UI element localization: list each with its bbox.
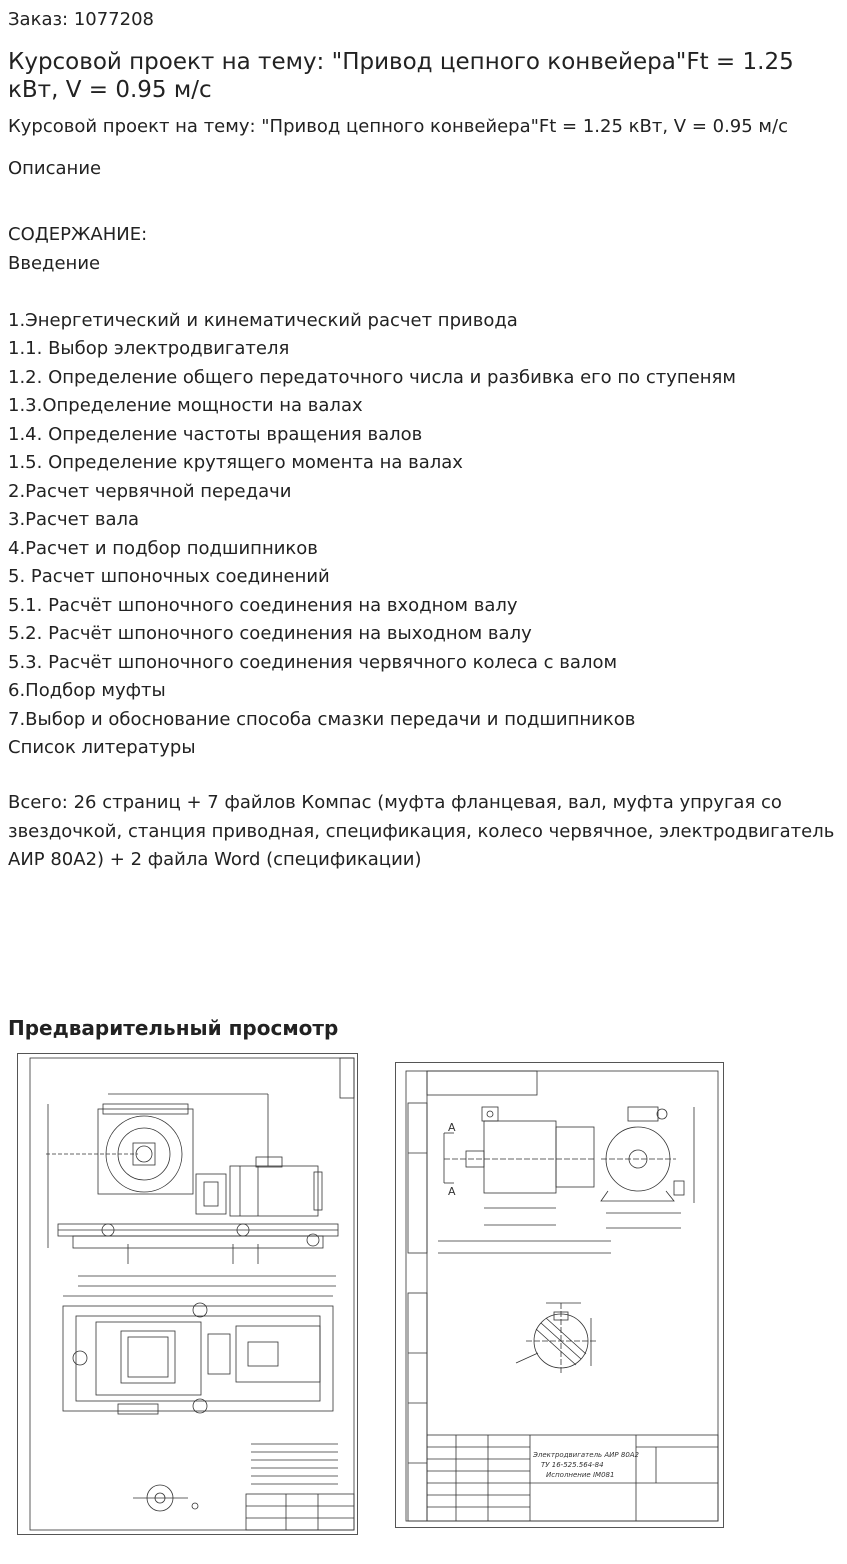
toc-line: 2.Расчет червячной передачи (8, 480, 292, 502)
preview-drawing-motor[interactable] (395, 1062, 724, 1528)
toc-line: СОДЕРЖАНИЕ: (8, 224, 148, 245)
files-summary: Всего: 26 страниц + 7 файлов Компас (муфта фланцевая, вал, муфта упругая со звездочкой, станция приводная, спецификация, колесо червячное, электродвигатель АИР 80А2) + 2 файла Word (спецификации) (8, 792, 835, 870)
toc-line: 5.2. Расчёт шпоночного соединения на выходном валу (8, 623, 532, 644)
toc-line (8, 278, 736, 307)
description-heading: Описание (8, 158, 102, 179)
toc-line: 5.1. Расчёт шпоночного соединения на входном валу (8, 594, 518, 616)
section-letter-bottom: А (448, 1185, 456, 1198)
toc-line: 5.3. Расчёт шпоночного соединения червячного колеса с валом (8, 651, 618, 673)
page-title: Курсовой проект на тему: "Привод цепного конвейера"Ft = 1.25 кВт, V = 0.95 м/с (8, 49, 794, 103)
title-block-line2: ТУ 16-525.564-84 (541, 1461, 604, 1469)
assembly-drawing-image (18, 1054, 357, 1534)
toc-line: 7.Выбор и обоснование способа смазки передачи и подшипников (8, 708, 636, 730)
toc-line: 1.1. Выбор электродвигателя (8, 338, 290, 359)
toc-line: Список литературы (8, 737, 196, 758)
toc-line: 6.Подбор муфты (8, 680, 166, 701)
page-subtitle: Курсовой проект на тему: "Привод цепного конвейера"Ft = 1.25 кВт, V = 0.95 м/с (8, 116, 788, 137)
section-letter-top: А (448, 1121, 456, 1134)
table-of-contents (8, 221, 736, 763)
title-block-line1: Электродвигатель АИР 80А2 (533, 1451, 640, 1459)
order-number: Заказ: 1077208 (8, 9, 154, 30)
toc-line: 5. Расчет шпоночных соединений (8, 566, 330, 587)
motor-drawing-image (396, 1063, 723, 1527)
toc-line: 1.5. Определение крутящего момента на валах (8, 452, 463, 473)
toc-line: 1.4. Определение частоты вращения валов (8, 423, 423, 445)
toc-line: 1.2. Определение общего передаточного числа и разбивка его по ступеням (8, 366, 736, 388)
preview-heading: Предварительный просмотр (8, 1016, 339, 1040)
toc-line: Введение (8, 252, 101, 274)
title-block-line3: Исполнение IM081 (546, 1471, 615, 1479)
preview-drawing-assembly[interactable] (17, 1053, 358, 1535)
toc-line: 1.Энергетический и кинематический расчет привода (8, 309, 518, 331)
toc-line: 4.Расчет и подбор подшипников (8, 537, 318, 559)
toc-line: 1.3.Определение мощности на валах (8, 395, 363, 416)
toc-line: 3.Расчет вала (8, 509, 140, 530)
